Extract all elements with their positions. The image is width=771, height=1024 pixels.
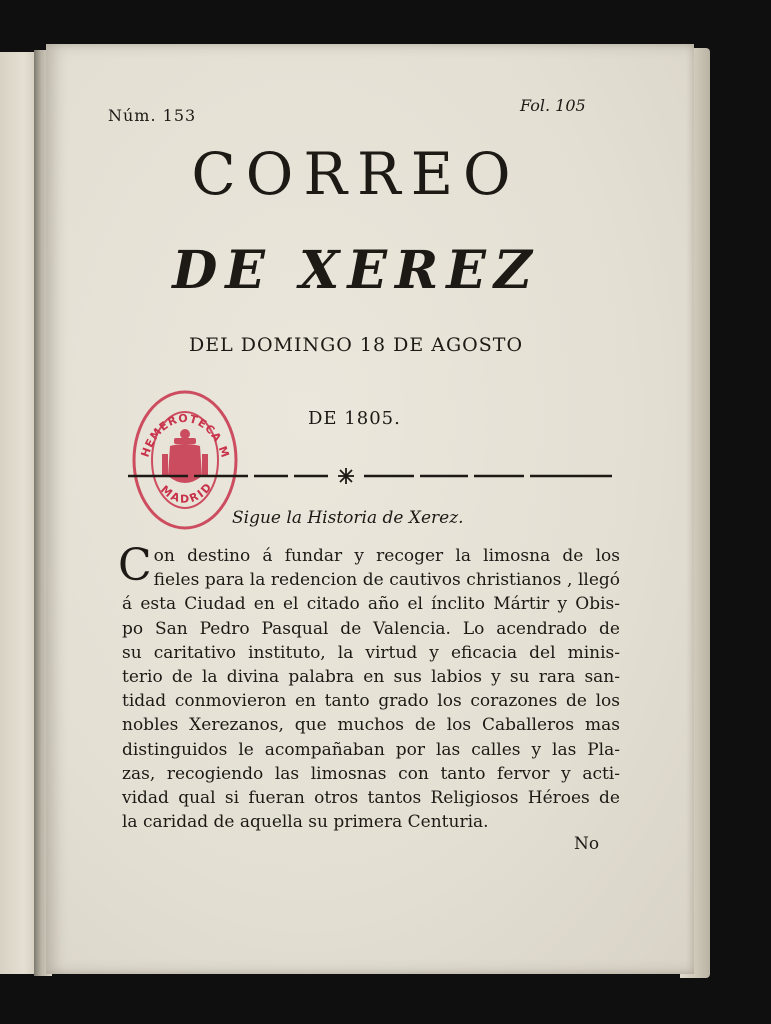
text-line: nobles Xerezanos, que muchos de los Caballeros mas: [122, 715, 620, 736]
section-subtitle: Sigue la Historia de Xerez.: [232, 508, 464, 528]
text-line: su caritativo instituto, la virtud y eficacia del minis-: [122, 642, 620, 663]
text-line: fieles para la redencion de cautivos christianos , llegó: [153, 570, 620, 591]
catchword: No: [574, 834, 600, 854]
text-line: po San Pedro Pasqual de Valencia. Lo acendrado de: [122, 618, 620, 639]
folio-number: Fol. 105: [520, 96, 586, 115]
ornamental-rule: [128, 466, 612, 486]
svg-text:HEMEROTECA MUNICIPAL: HEMEROTECA M: [138, 411, 232, 460]
svg-text:MADRID: MADRID: [158, 479, 216, 506]
text-line: vidad qual si fueran otros tantos Religiosos Héroes de: [122, 788, 620, 809]
dateline: DEL DOMINGO 18 DE AGOSTO: [188, 334, 524, 356]
text-line: terio de la divina palabra en sus labios y su rara san-: [122, 667, 620, 688]
masthead-title-line1: CORREO: [191, 140, 521, 208]
year-line: DE 1805.: [308, 408, 401, 429]
drop-cap: C: [118, 540, 152, 591]
text-line: zas, recogiendo las limosnas con tanto fervor y acti-: [122, 763, 620, 784]
newspaper-page: [46, 44, 694, 974]
masthead-title-line2: DE XEREZ: [172, 240, 540, 301]
text-line: distinguidos le acompañaban por las calles y las Pla-: [122, 739, 620, 760]
text-line: on destino á fundar y recoger la limosna de los: [153, 546, 620, 566]
text-line: la caridad de aquella su primera Centuria.: [122, 812, 489, 833]
text-line: tidad conmovieron en tanto grado los corazones de los: [122, 691, 620, 712]
article-body: [118, 540, 620, 834]
issue-number: Núm. 153: [108, 106, 197, 125]
text-line: á esta Ciudad en el citado año el ínclito Mártir y Obis-: [122, 594, 620, 615]
library-stamp-icon: [130, 380, 240, 530]
